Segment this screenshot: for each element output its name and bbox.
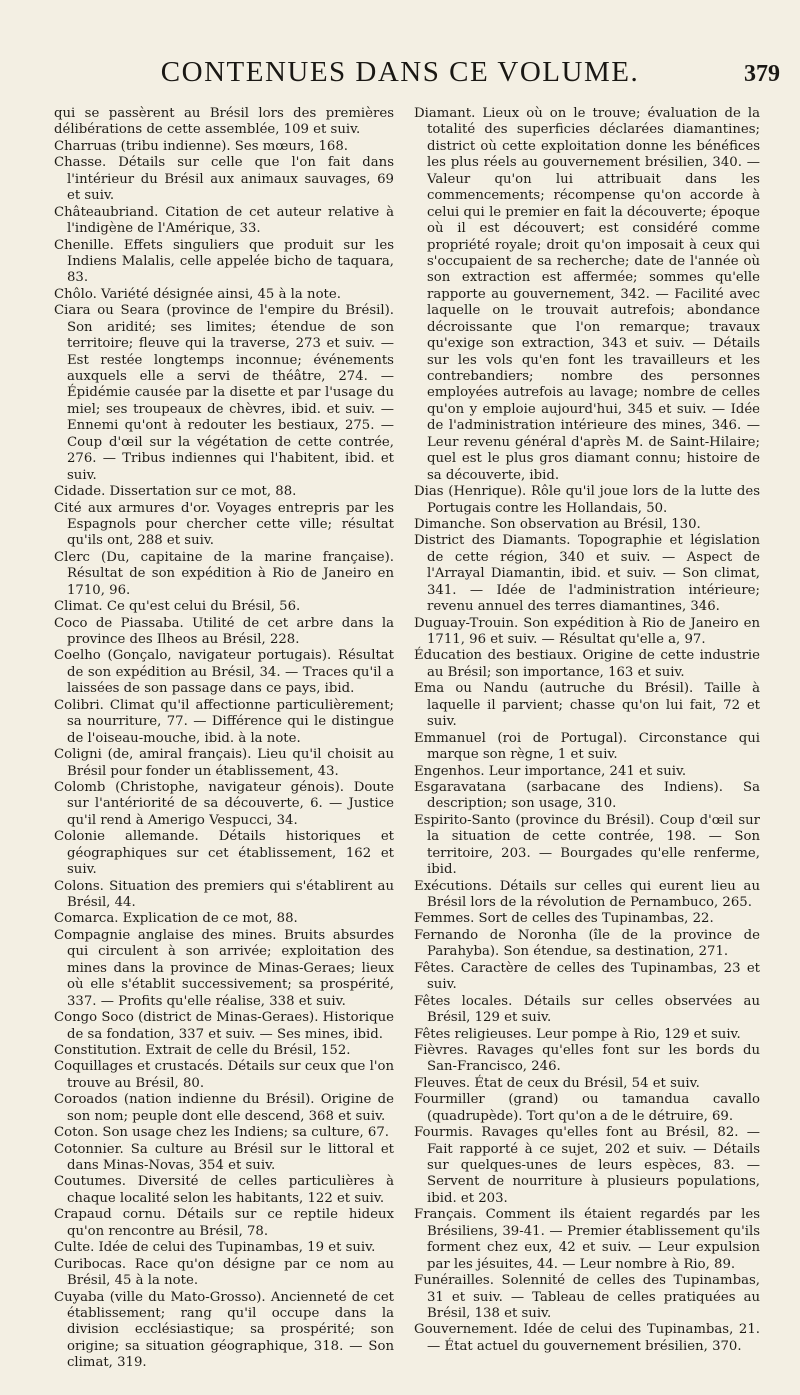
index-entry: Fleuves. État de ceux du Brésil, 54 et suiv. (414, 1075, 700, 1091)
index-entry: Français. Comment ils étaient regardés par les Brésiliens, 39-41. — Premier établissement qu'ils forment chez eux, 42 et suiv. — Leur expulsion par les jésuites, 44. — Leur nombre à Rio, 89. (414, 1207, 760, 1272)
index-entry: Duguay-Trouin. Son expédition à Rio de Janeiro en 1711, 96 et suiv. — Résultat qu'elle a, 97. (414, 615, 760, 647)
index-entry: Ema ou Nandu (autruche du Brésil). Taille à laquelle il parvient; chasse qu'on lui fait, 72 et suiv. (414, 681, 760, 730)
index-entry: Gouvernement. Idée de celui des Tupinambas, 21. — État actuel du gouvernement brésilien, 370. (414, 1322, 760, 1354)
index-entry: Fourmiller (grand) ou tamandua cavallo (quadrupède). Tort qu'on a de le détruire, 69. (414, 1092, 760, 1124)
index-entry: Cotonnier. Sa culture au Brésil sur le littoral et dans Minas-Novas, 354 et suiv. (54, 1141, 394, 1173)
index-entry: Cité aux armures d'or. Voyages entrepris par les Espagnols pour chercher cette ville; résultat qu'ils ont, 288 et suiv. (54, 500, 394, 549)
index-entry: Cuyaba (ville du Mato-Grosso). Ancienneté de cet établissement; rang qu'il occupe dans la division ecclésiastique; sa prospérité; son origine; sa situation géographique, 318. — Son climat, 319. (54, 1289, 394, 1371)
index-entry: Clerc (Du, capitaine de la marine française). Résultat de son expédition à Rio de Janeiro en 1710, 96. (54, 549, 394, 598)
index-entry: Chasse. Détails sur celle que l'on fait dans l'intérieur du Brésil aux animaux sauvages, 69 et suiv. (54, 155, 394, 204)
index-entry: Fièvres. Ravages qu'elles font sur les bords du San-Francisco, 246. (414, 1042, 760, 1075)
index-entry: Fêtes religieuses. Leur pompe à Rio, 129 et suiv. (414, 1026, 741, 1042)
index-entry: Colomb (Christophe, navigateur génois). Doute sur l'antériorité de sa découverte, 6. — Justice qu'il rend à Amerigo Vespucci, 34. (54, 779, 394, 828)
index-entry: Constitution. Extrait de celle du Brésil, 152. (54, 1042, 351, 1058)
index-entry: Crapaud cornu. Détails sur ce reptile hideux qu'on rencontre au Brésil, 78. (54, 1207, 394, 1239)
index-entry: Dias (Henrique). Rôle qu'il joue lors de la lutte des Portugais contre les Hollandais, 50. (414, 484, 760, 516)
index-entry: Coco de Piassaba. Utilité de cet arbre dans la province des Ilheos au Brésil, 228. (54, 615, 394, 647)
index-entry: Cidade. Dissertation sur ce mot, 88. (54, 484, 297, 500)
index-column-left (54, 106, 394, 1372)
index-entry: Coligni (de, amiral français). Lieu qu'il choisit au Brésil pour fonder un établissement, 43. (54, 747, 394, 779)
index-entry: Coutumes. Diversité de celles particulières à chaque localité selon les habitants, 122 et suiv. (54, 1174, 394, 1206)
index-entry: Climat. Ce qu'est celui du Brésil, 56. (54, 599, 301, 615)
running-head (0, 56, 800, 90)
index-entry: Coroados (nation indienne du Brésil). Origine de son nom; peuple dont elle descend, 368 et suiv. (54, 1092, 394, 1124)
index-entry: Funérailles. Solennité de celles des Tupinambas, 31 et suiv. — Tableau de celles pratiquées au Brésil, 138 et suiv. (414, 1273, 760, 1321)
index-entry: Exécutions. Détails sur celles qui eurent lieu au Brésil lors de la révolution de Pernambuco, 265. (414, 878, 760, 910)
index-entry: Coquillages et crustacés. Détails sur ceux que l'on trouve au Brésil, 80. (54, 1059, 394, 1091)
index-entry: Congo Soco (district de Minas-Geraes). Historique de sa fondation, 337 et suiv. — Ses mines, ibid. (54, 1010, 394, 1042)
index-entry: Engenhos. Leur importance, 241 et suiv. (414, 763, 687, 779)
index-entry: Curibocas. Race qu'on désigne par ce nom au Brésil, 45 à la note. (54, 1256, 394, 1289)
index-entry: Espirito-Santo (province du Brésil). Coup d'œil sur la situation de cette contrée, 198. — Son territoire, 203. — Bourgades qu'elle renferme, ibid. (414, 812, 760, 878)
index-entry: Dimanche. Son observation au Brésil, 130. (414, 516, 701, 532)
index-entry: Fernando de Noronha (île de la province de Parahyba). Son étendue, sa destination, 271. (414, 927, 760, 960)
index-entry: Emmanuel (roi de Portugal). Circonstance qui marque son règne, 1 et suiv. (414, 730, 760, 763)
index-entry: Châteaubriand. Citation de cet auteur relative à l'indigène de l'Amérique, 33. (54, 204, 394, 237)
index-entry: Comarca. Explication de ce mot, 88. (54, 911, 298, 927)
index-entry: Éducation des bestiaux. Origine de cette industrie au Brésil; son importance, 163 et suiv. (414, 648, 760, 680)
index-entry: Femmes. Sort de celles des Tupinambas, 22. (414, 911, 714, 927)
index-entry: Fêtes. Caractère de celles des Tupinambas, 23 et suiv. (414, 960, 760, 993)
page-number: 379 (744, 61, 780, 87)
index-entry: Colonie allemande. Détails historiques et géographiques sur cet établissement, 162 et suiv. (54, 829, 394, 878)
index-entry: Chôlo. Variété désignée ainsi, 45 à la note. (54, 286, 341, 302)
index-entry: Fêtes locales. Détails sur celles observées au Brésil, 129 et suiv. (414, 993, 760, 1026)
index-entry: Diamant. Lieux où on le trouve; évaluation de la totalité des superficies déclarées diamantines; district où cette exploitation donne les bénéfices les plus réels au gouvernement brésilien, 340. — Valeur qu'on lui attribuait dans les commencements; récompense qu'on accorde à celui qui le premier en fait la découverte; époque où il est découvert; est considéré comme propriété royale; droit qu'on imposait à ceux qui s'occupaient de sa recherche; date de l'année où son extraction est affermée; sommes qu'elle rapporte au gouvernement, 342. — Facilité avec laquelle on le trouvait autrefois; abondance décroissante que l'on remarque; travaux qu'exige son extraction, 343 et suiv. — Détails sur les vols qu'en font les travailleurs et les contrebandiers; nombre des personnes employées autrefois au lavage; nombre de celles qu'on y emploie aujourd'hui, 345 et suiv. — Idée de l'administration intérieure des mines, 346. — Leur revenu général d'après M. de Saint-Hilaire; quel est le plus gros diamant connu; histoire de sa découverte, ibid. (414, 106, 760, 483)
index-entry: Charruas (tribu indienne). Ses mœurs, 168. (54, 138, 348, 154)
index-entry: Culte. Idée de celui des Tupinambas, 19 et suiv. (54, 1240, 376, 1256)
index-entry: Chenille. Effets singuliers que produit sur les Indiens Malalis, celle appelée bicho de taquara, 83. (54, 237, 394, 286)
index-entry: Ciara ou Seara (province de l'empire du Brésil). Son aridité; ses limites; étendue de son territoire; fleuve qui la traverse, 273 et suiv. — Est restée longtemps inconnue; événements auxquels elle a servi de théâtre, 274. — Épidémie causée par la disette et par l'usage du miel; ses troupeaux de chèvres, ibid. et suiv. — Ennemi qu'ont à redouter les bestiaux, 275. — Coup d'œil sur la végétation de cette contrée, 276. — Tribus indiennes qui l'habitent, ibid. et suiv. (54, 303, 394, 483)
index-entry: Compagnie anglaise des mines. Bruits absurdes qui circulent à son arrivée; exploitation des mines dans la province de Minas-Geraes; lieux où elle s'établit successivement; sa prospérité, 337. — Profits qu'elle réalise, 338 et suiv. (54, 927, 394, 1009)
index-column-right (414, 106, 760, 1355)
index-entry: qui se passèrent au Brésil lors des premières délibérations de cette assemblée, 109 et suiv. (54, 106, 394, 138)
index-entry: Coelho (Gonçalo, navigateur portugais). Résultat de son expédition au Brésil, 34. — Traces qu'il a laissées de son passage dans ce pays, ibid. (54, 648, 394, 697)
index-entry: Coton. Son usage chez les Indiens; sa culture, 67. (54, 1125, 389, 1141)
index-entry: Esgaravatana (sarbacane des Indiens). Sa description; son usage, 310. (414, 779, 760, 812)
index-entry: Fourmis. Ravages qu'elles font au Brésil, 82. — Fait rapporté à ce sujet, 202 et suiv. — Détails sur quelques-unes de leurs espèces, 83. — Servent de nourriture à plusieurs populations, ibid. et 203. (414, 1125, 760, 1206)
page-header-title: CONTENUES DANS CE VOLUME. (160, 56, 640, 88)
index-entry: Colibri. Climat qu'il affectionne particulièrement; sa nourriture, 77. — Différence qui le distingue de l'oiseau-mouche, ibid. à la note. (54, 697, 394, 746)
index-entry: District des Diamants. Topographie et législation de cette région, 340 et suiv. — Aspect de l'Arrayal Diamantin, ibid. et suiv. — Son climat, 341. — Idée de l'administration intérieure; revenu annuel des terres diamantines, 346. (414, 533, 760, 615)
index-entry: Colons. Situation des premiers qui s'établirent au Brésil, 44. (54, 878, 394, 910)
